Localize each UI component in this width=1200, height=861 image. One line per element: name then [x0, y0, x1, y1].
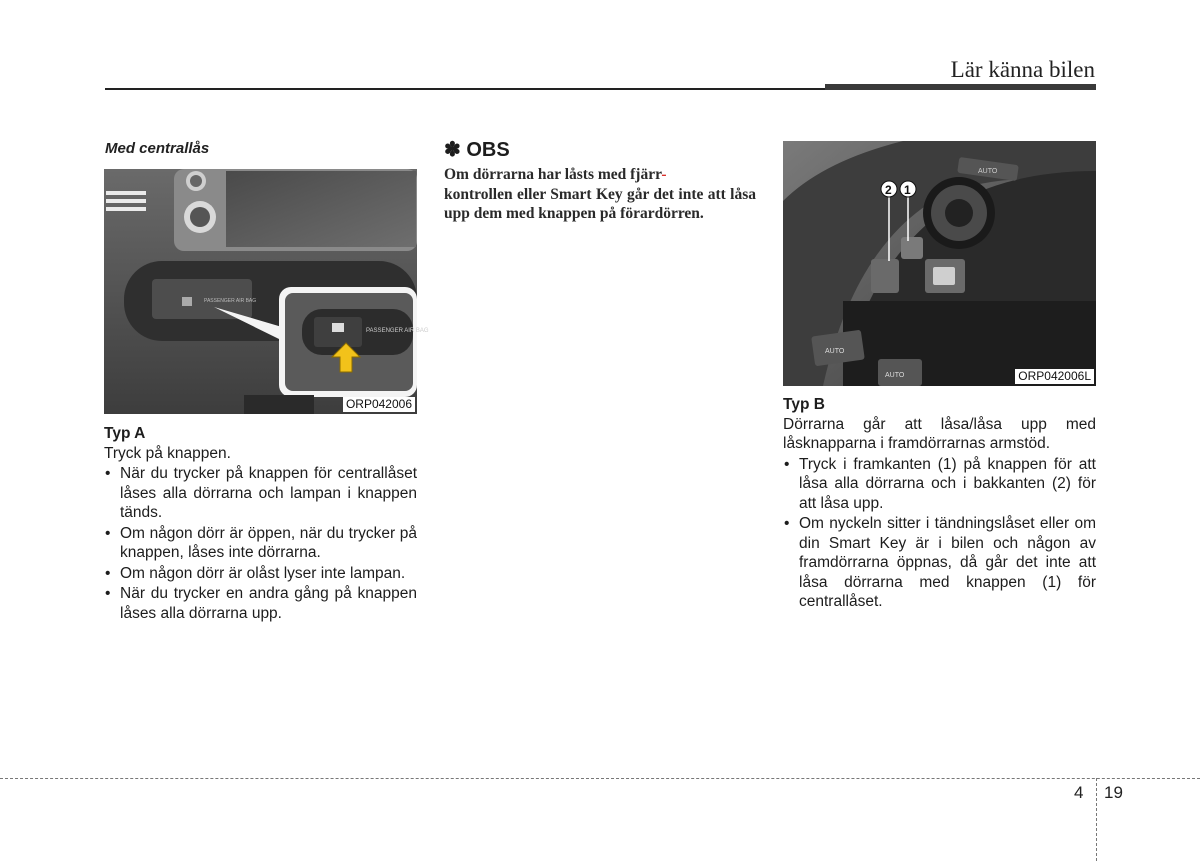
list-item: • Om någon dörr är öppen, när du trycker på knappen, låses inte dörrarna. [105, 524, 417, 561]
chapter-number: 4 [1074, 783, 1084, 802]
window-auto-label-2: AUTO [885, 372, 905, 379]
type-b-subhead: Typ B [783, 396, 825, 413]
hyphen-mark: - [661, 166, 667, 183]
callout-2: 2 [885, 183, 892, 197]
auto-fold-label: AUTO [978, 168, 998, 175]
type-a-text [104, 424, 417, 623]
list-item: • Tryck i framkanten (1) på knappen för att låsa alla dörrarna och i bakkanten (2) för att låsa upp. [784, 455, 1096, 512]
section-heading: Med centrallås [105, 140, 210, 157]
figure-code: ORP042006L [1015, 369, 1094, 384]
header-rule [105, 88, 825, 90]
note-title: OBS [466, 139, 510, 161]
window-auto-label: AUTO [825, 348, 845, 355]
note-heading [444, 137, 510, 162]
figure-type-a [104, 169, 429, 414]
type-b-text [783, 395, 1096, 612]
list-item: • När du trycker på knappen för centrallåset låses alla dörrarna och lampan i knappen tänds. [105, 465, 417, 521]
type-a-bullets [104, 464, 417, 623]
header-rule-accent [825, 84, 1096, 90]
type-b-bullets [783, 455, 1096, 612]
door-armrest-switch-illustration [783, 141, 1096, 386]
type-a-intro: Tryck på knappen. [104, 444, 231, 462]
list-item: • När du trycker en andra gång på knappen låses alla dörrarna upp. [105, 585, 417, 622]
page-number: 19 [1104, 783, 1123, 802]
footer-rule [0, 778, 1200, 779]
callout-1: 1 [904, 183, 911, 197]
figure-type-b [783, 141, 1096, 386]
list-item: • Om någon dörr är olåst lyser inte lampan. [105, 564, 406, 582]
dashboard-lock-button-illustration [104, 169, 429, 414]
type-a-subhead: Typ A [104, 425, 146, 442]
type-b-intro: Dörrarna går att låsa/låsa upp med låsknapparna i framdörrarnas armstöd. [783, 415, 1096, 452]
figure-code: ORP042006 [343, 397, 415, 412]
small-button-label: PASSENGER AIR BAG [204, 298, 257, 304]
footer-divider [1096, 778, 1097, 861]
chapter-title: Lär känna bilen [950, 57, 1095, 82]
note-body: Om dörrarna har låsts med fjärr- kontrollen eller Smart Key går det inte att låsa upp dem med knappen på förardörren. [444, 166, 756, 222]
note-symbol-icon: ✽ [444, 139, 461, 161]
list-item: • Om nyckeln sitter i tändningslåset eller om din Smart Key är i bilen och någon av framdörrarna öppnas, då går det inte att låsa dörrarna med knappen (1) för centrallåset. [784, 515, 1096, 610]
inset-button-label: PASSENGER AIR BAG [366, 328, 429, 334]
